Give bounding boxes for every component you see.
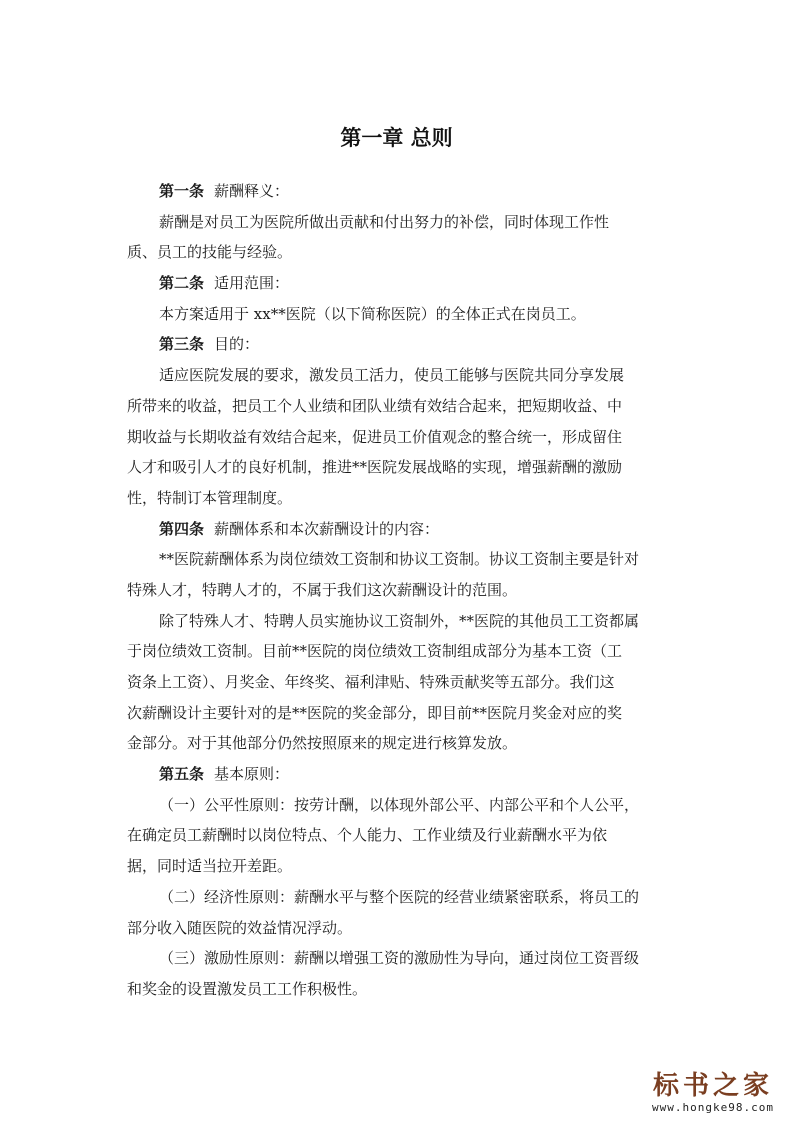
paragraph-line: 特殊人才，特聘人才的，不属于我们这次薪酬设计的范围。	[127, 580, 518, 599]
paragraph-line: 性，特制订本管理制度。	[127, 488, 293, 507]
paragraph-line: 本方案适用于 xx**医院（以下简称医院）的全体正式在岗员工。	[159, 304, 586, 323]
article-label: 第一条	[159, 182, 205, 200]
article-label: 第三条	[159, 335, 205, 354]
paragraph-line: 适应医院发展的要求，激发员工活力，使员工能够与医院共同分享发展	[159, 366, 625, 385]
article-label: 第五条	[159, 765, 205, 784]
paragraph-line: 金部分。对于其他部分仍然按照原来的规定进行核算发放。	[127, 734, 518, 753]
paragraph-line: 和奖金的设置激发员工工作积极性。	[127, 979, 368, 998]
watermark-url: www.hongke98.com	[652, 1101, 774, 1114]
paragraph-line: 资条上工资）、月奖金、年终奖、福利津贴、特殊贡献奖等五部分。我们这	[127, 673, 615, 691]
article-label: 第四条	[159, 519, 205, 538]
paragraph-line: 所带来的收益，把员工个人业绩和团队业绩有效结合起来，把短期收益、中	[127, 396, 623, 415]
watermark-brand: 标书之家	[652, 1071, 773, 1101]
paragraph-line: （二）经济性原则：薪酬水平与整个医院的经营业绩紧密联系，将员工的	[159, 887, 640, 906]
article-heading-text: 目的：	[214, 335, 260, 354]
article-heading-text: 基本原则：	[214, 765, 290, 784]
chapter-title: 第一章 总则	[340, 126, 453, 150]
paragraph-line: 薪酬是对员工为医院所做出贡献和付出努力的补偿，同时体现工作性	[159, 212, 610, 231]
paragraph-line: 于岗位绩效工资制。目前**医院的岗位绩效工资制组成部分为基本工资（工	[127, 642, 623, 661]
article-label: 第二条	[159, 274, 205, 293]
article-heading-2	[127, 268, 672, 299]
paragraph-line: （三）激励性原则：薪酬以增强工资的激励性为导向，通过岗位工资晋级	[159, 949, 640, 968]
paragraph-line: 质、员工的技能与经验。	[127, 243, 293, 262]
article-heading-3	[127, 329, 672, 360]
document-body	[127, 176, 672, 1005]
paragraph-line: （一）公平性原则：按劳计酬，以体现外部公平、内部公平和个人公平，	[159, 795, 640, 814]
site-watermark	[643, 1071, 783, 1114]
article-heading-1	[127, 176, 672, 207]
article-heading-text: 适用范围：	[214, 274, 290, 293]
article-heading-4	[127, 514, 672, 545]
paragraph-line: 期收益与长期收益有效结合起来，促进员工价值观念的整合统一，形成留住	[127, 427, 623, 446]
paragraph-line: 据，同时适当拉开差距。	[127, 857, 293, 876]
paragraph-line: 在确定员工薪酬时以岗位特点、个人能力、工作业绩及行业薪酬水平为依	[127, 826, 608, 845]
paragraph-line: **医院薪酬体系为岗位绩效工资制和协议工资制。协议工资制主要是针对	[159, 550, 640, 569]
paragraph-line: 次薪酬设计主要针对的是**医院的奖金部分，即目前**医院月奖金对应的奖	[127, 703, 623, 722]
paragraph-line: 部分收入随医院的效益情况浮动。	[127, 918, 353, 937]
article-heading-text: 薪酬体系和本次薪酬设计的内容：	[214, 519, 440, 538]
article-heading-5	[127, 759, 672, 790]
paragraph-line: 除了特殊人才、特聘人员实施协议工资制外，**医院的其他员工工资都属	[159, 611, 640, 630]
paragraph-line: 人才和吸引人才的良好机制，推进**医院发展战略的实现，增强薪酬的激励	[127, 458, 623, 477]
article-heading-text: 薪酬释义：	[214, 182, 290, 200]
